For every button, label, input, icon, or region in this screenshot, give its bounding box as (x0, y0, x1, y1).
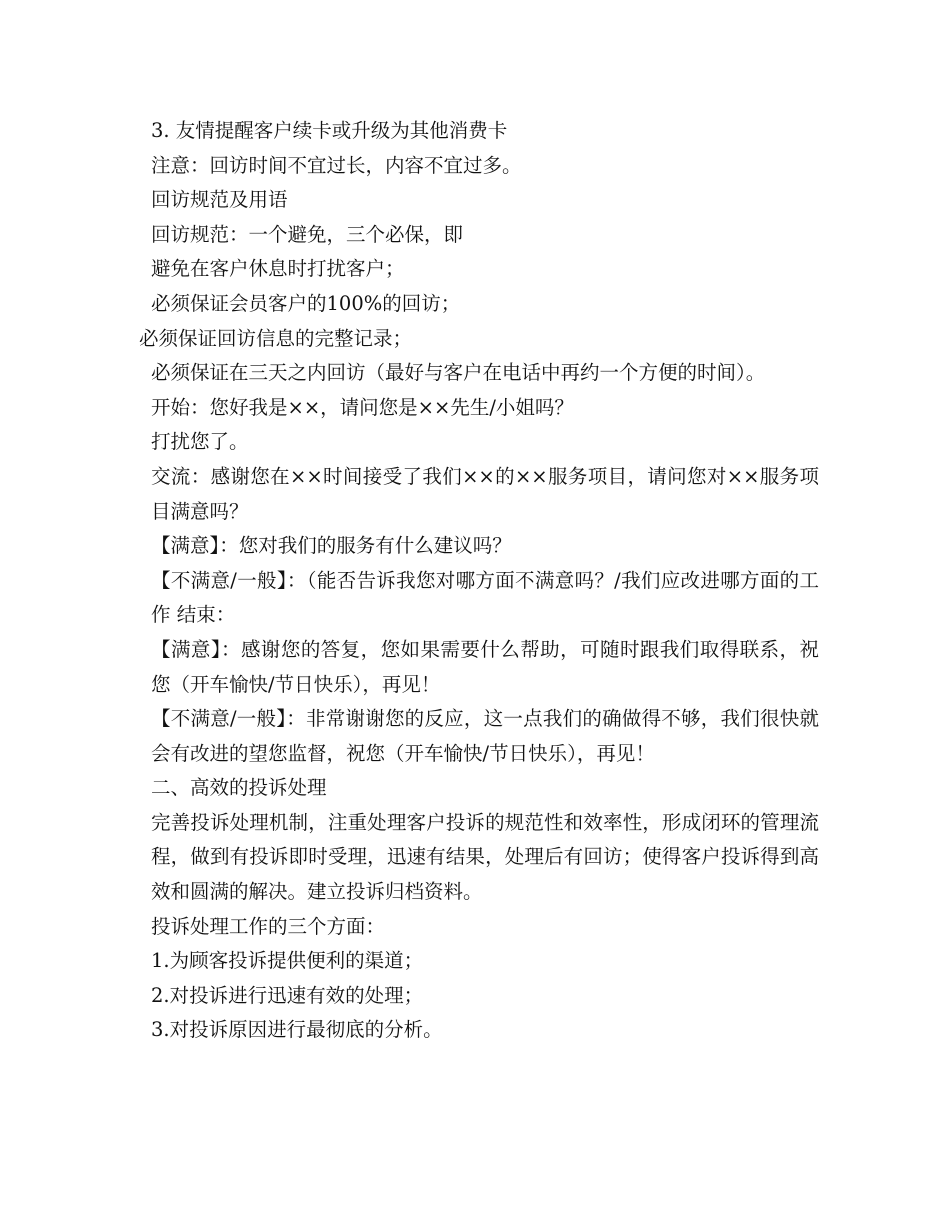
paragraph-complaint-mechanism: 完善投诉处理机制，注重处理客户投诉的规范性和效率性，形成闭环的管理流程，做到有投诉即时受理，迅速有结果，处理后有回访；使得客户投诉得到高效和圆满的解决。建立投诉归档资料。 (151, 810, 819, 904)
paragraph-full-coverage: 必须保证会员客户的100%的回访； (151, 291, 461, 315)
paragraph-three-days: 必须保证在三天之内回访（最好与客户在电话中再约一个方便的时间）。 (151, 361, 766, 385)
paragraph-exchange: 交流：感谢您在××时间接受了我们××的××服务项目，请问您对××服务项目满意吗？ (151, 464, 819, 523)
document-body (139, 114, 819, 1048)
paragraph-unsatisfied-closing: 【不满意/一般】：非常谢谢您的反应，这一点我们的确做得不够，我们很快就会有改进的望您监督，祝您（开车愉快/节日快乐），再见！ (151, 707, 819, 765)
paragraph-callback-heading: 回访规范及用语 (151, 188, 288, 212)
section-heading-complaint-handling: 二、高效的投诉处理 (151, 776, 327, 800)
paragraph-satisfied-question: 【满意】：您对我们的服务有什么建议吗？ (151, 534, 512, 558)
paragraph-satisfied-closing: 【满意】：感谢您的答复，您如果需要什么帮助，可随时跟我们取得联系，祝您（开车愉快/节日快乐），再见！ (151, 637, 819, 696)
paragraph-sorry-to-disturb: 打扰您了。 (151, 430, 249, 454)
paragraph-unsatisfied-question: 【不满意/一般】：（能否告诉我您对哪方面不满意吗？/我们应改进哪方面的工作 结束： (151, 568, 819, 627)
paragraph-renewal-reminder: 3. 友情提醒客户续卡或升级为其他消费卡 (151, 119, 508, 142)
paragraph-opening: 开始：您好我是××，请问您是××先生/小姐吗？ (151, 395, 574, 419)
paragraph-note: 注意：回访时间不宜过长，内容不宜过多。 (151, 153, 522, 177)
list-item-cause-analysis: 3.对投诉原因进行最彻底的分析。 (151, 1018, 443, 1042)
list-item-rapid-handling: 2.对投诉进行迅速有效的处理； (151, 983, 424, 1007)
paragraph-avoid-disturbing: 避免在客户休息时打扰客户； (151, 257, 405, 281)
paragraph-complete-record: 必须保证回访信息的完整记录； (139, 326, 413, 350)
list-item-convenient-channel: 1.为顾客投诉提供便利的渠道； (151, 949, 424, 973)
paragraph-callback-rules: 回访规范：一个避免，三个必保，即 (151, 222, 464, 246)
paragraph-three-aspects: 投诉处理工作的三个方面： (151, 914, 386, 938)
